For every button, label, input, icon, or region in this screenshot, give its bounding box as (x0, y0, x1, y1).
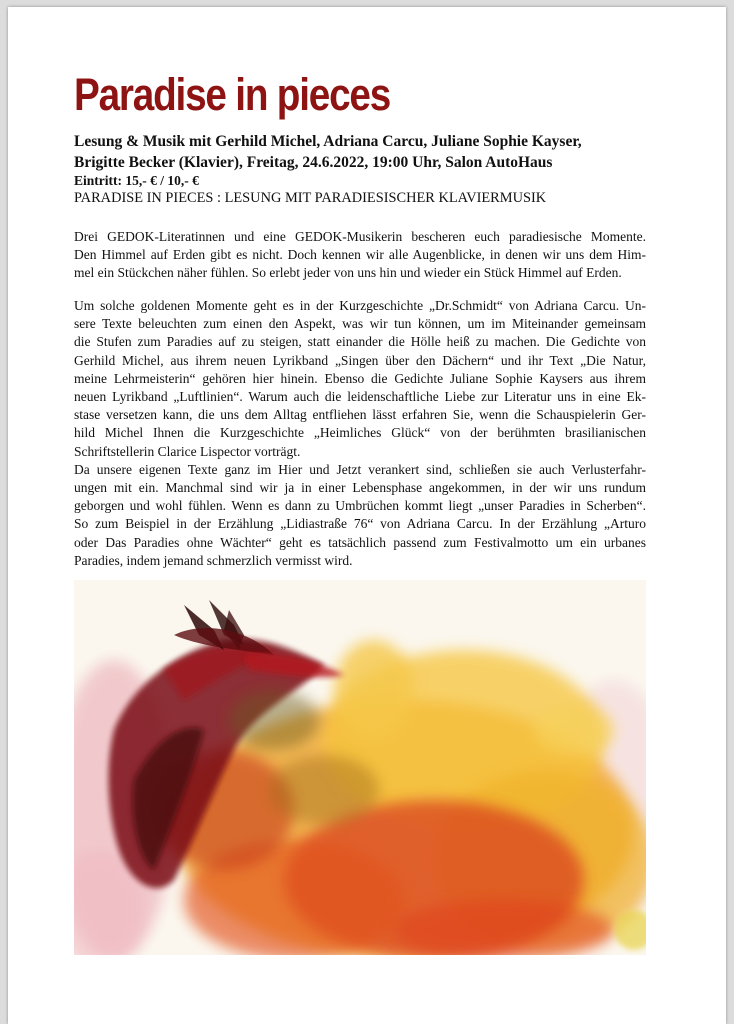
text-line: Den Himmel auf Erden gibt es nicht. Doch kennen wir alle Augenblicke, in denen wir uns dem Him- (74, 247, 646, 263)
text-line: stase versetzen kann, die uns dem Alltag entfliehen lässt erfahren Sie, wenn die Schauspielerin Ger- (74, 407, 646, 423)
text-line: neuen Lyrikband „Luftlinien“. Warum auch die leidenschaftliche Liebe zur Literatur uns in eine Ek- (74, 389, 646, 405)
event-details-line-1: Lesung & Musik mit Gerhild Michel, Adriana Carcu, Juliane Sophie Kayser, (74, 133, 582, 150)
text-line: hild Michel Ihnen die Kurzgeschichte „Heimliches Glück“ von der berühmten brasilianischen (74, 425, 646, 441)
text-line: geborgen und wohl fühlen. Wenn es dann zu Umbrüchen kommt liegt „unser Paradies in Scherben“. (74, 498, 646, 514)
event-details-line-2: Brigitte Becker (Klavier), Freitag, 24.6.2022, 19:00 Uhr, Salon AutoHaus (74, 154, 553, 171)
text-line: Um solche goldenen Momente geht es in der Kurzgeschichte „Dr.Schmidt“ von Adriana Carcu. Un- (74, 298, 646, 313)
description-paragraph (74, 297, 646, 570)
text-line: sere Texte beleuchten zum einen den Aspekt, was wir tun können, um im Miteinander gemeinsam (74, 316, 646, 332)
text-line: Drei GEDOK-Literatinnen und eine GEDOK-Musikerin bescheren euch paradiesische Momente. (74, 229, 646, 244)
watercolor-artwork (74, 580, 646, 955)
page-title: Paradise in pieces (74, 69, 391, 120)
text-line: mel ein Stückchen näher fühlen. So erlebt jeder von uns hin und wieder ein Stück Himmel auf Erden. (74, 265, 622, 281)
text-line: Gerhild Michel, aus ihrem neuen Lyrikband „Singen über den Dächern“ und ihr Text „Die Natur, (74, 352, 646, 368)
text-line: oder Das Paradies ohne Wächter“ geht es tatsächlich passend zum Festivalmotto um ein urbanes (74, 534, 646, 550)
text-line: meine Lehrmeisterin“ gehören hier hinein. Ebenso die Gedichte Juliane Sophie Kaysers aus ihrem (74, 370, 646, 386)
intro-paragraph (74, 228, 646, 283)
text-line: Schriftstellerin Clarice Lispector vorträgt. (74, 443, 301, 459)
text-line: So zum Beispiel in der Erzählung „Lidiastraße 76“ von Adriana Carcu. In der Erzählung „Arturo (74, 516, 646, 532)
admission-price: Eintritt: 15,- € / 10,- € (74, 173, 199, 188)
text-line: ungen mit ein. Manchmal sind wir ja in einer Lebensphase angekommen, in der wir uns rundum (74, 480, 646, 496)
event-kicker: PARADISE IN PIECES : LESUNG MIT PARADIESISCHER KLAVIERMUSIK (74, 190, 547, 206)
text-line: die Stufen zum Paradies auf zu steigen, statt einander die Hölle heiß zu machen. Die Gedichte von (74, 334, 646, 350)
document-page (8, 7, 726, 1024)
text-line: Da unsere eigenen Texte ganz im Hier und Jetzt verankert sind, schließen sie auch Verlusterfahr- (74, 461, 646, 477)
text-line: Paradies, indem jemand schmerzlich vermisst wird. (74, 552, 353, 568)
